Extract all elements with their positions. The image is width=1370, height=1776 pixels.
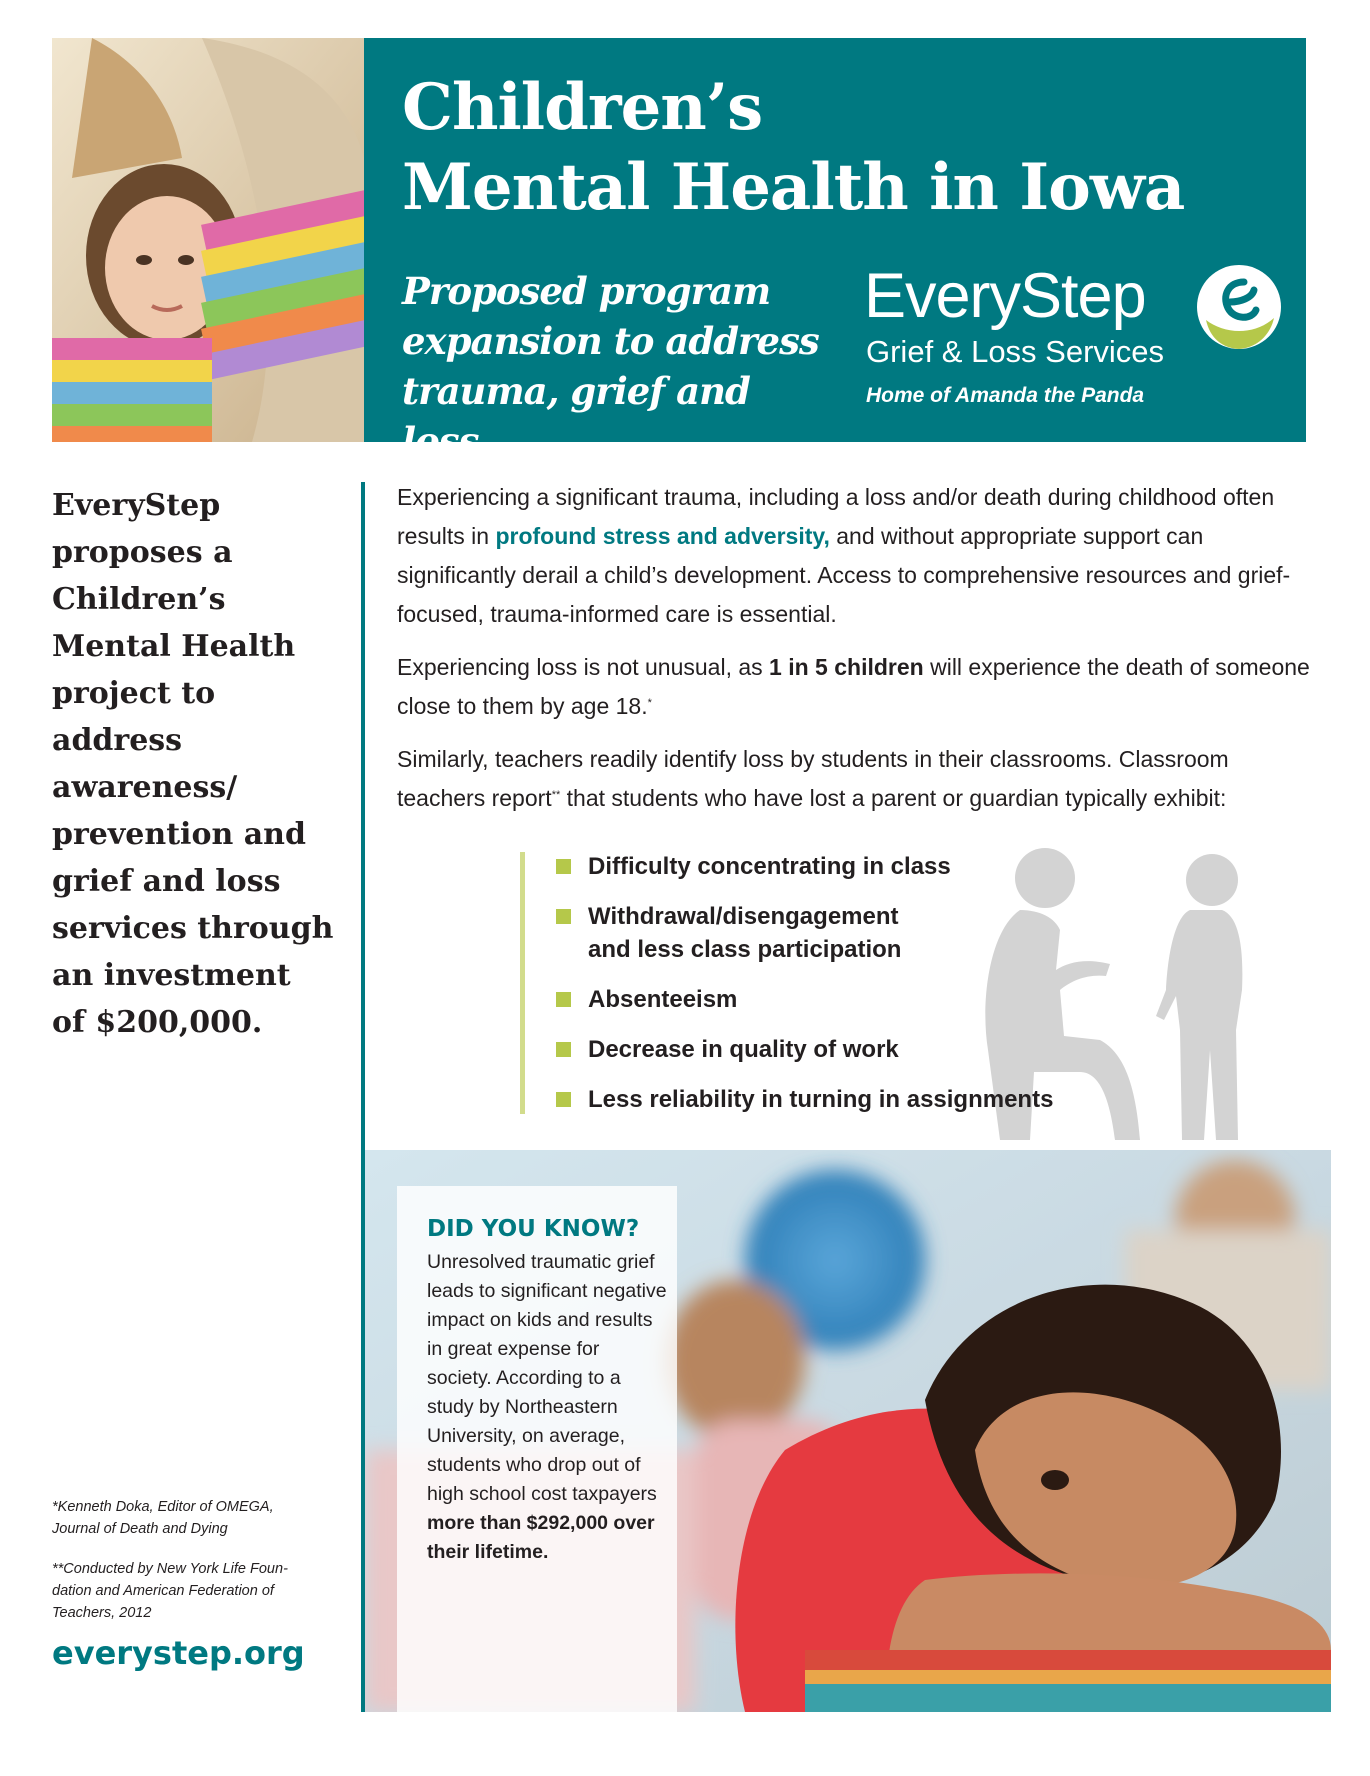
footnote-ref-2: ** [551,789,561,801]
sidebar-line: EveryStep [52,488,221,523]
header-banner [364,38,1306,463]
subtitle-line-1: Proposed program [402,269,771,313]
paragraph-trauma [397,478,1317,634]
logo-home-line: Home of Amanda the Panda [866,384,1145,407]
sidebar-investment-amount: of $200,000. [52,1005,263,1040]
list-item [556,900,1156,966]
paragraph-teachers [397,740,1317,818]
title-line-1: Children’s [402,70,763,145]
bullet-square-icon [556,992,571,1007]
highlight-stress: profound stress and adversity, [495,523,830,549]
sidebar-line: grief and loss [52,864,281,899]
sidebar-line: project to address [52,676,216,758]
logo-e-icon [1194,262,1284,352]
bullet-rule [520,852,525,1114]
footnote-2 [52,1558,322,1624]
list-item-text: and less class participation [588,936,902,963]
website-link[interactable]: everystep.org [52,1634,305,1672]
list-item [556,1083,1156,1116]
sidebar-line: Mental Health [52,629,296,664]
footnote-2-line-3: Teachers, 2012 [52,1605,152,1621]
girl-hugging-photo [52,38,364,442]
logo-name: EveryStep [864,261,1146,331]
text-run: Experiencing loss is not unusual, as [397,654,770,680]
symptoms-list [556,850,1156,1133]
did-you-know-body: Unresolved traumatic grief leads to significant negative impact on kids and results in great expense for society. According to a study by Northeastern University, on average, students who drop out of high school cost taxpayers [427,1251,667,1505]
hero-photo [52,38,364,442]
list-item-text: Absenteeism [588,986,738,1013]
list-item-text: Less reliability in turning in assignments [588,1086,1054,1113]
bullet-square-icon [556,1042,571,1057]
list-item-text: Difficulty concentrating in class [588,853,951,880]
list-item-text: Withdrawal/disengagement [588,903,899,930]
title-line-2: Mental Health in Iowa [402,150,1185,225]
footnote-2-line-2: dation and American Federation of [52,1583,274,1599]
main-body-text [397,478,1317,832]
sidebar-line: awareness/ [52,770,238,805]
page-title [402,68,1184,228]
sidebar-investment-line: an investment [52,958,291,993]
did-you-know-cost: more than $292,000 over their lifetime. [427,1512,655,1563]
subtitle-line-3: trauma, grief and loss. [402,369,750,463]
did-you-know-heading: DID YOU KNOW? [427,1216,640,1242]
highlight-statistic: 1 in 5 children [769,654,924,680]
text-run: will experience the death of someone close to them by age 18. [397,654,1310,719]
paragraph-statistic [397,648,1317,726]
list-item-text: Decrease in quality of work [588,1036,899,1063]
did-you-know-text [427,1248,667,1567]
did-you-know-callout [397,1186,677,1712]
bullet-square-icon [556,1092,571,1107]
footnote-ref-1: * [647,697,652,709]
list-item [556,1033,1156,1066]
footnote-2-line-1: **Conducted by New York Life Foun- [52,1561,288,1577]
text-run: Experiencing a significant trauma, including a loss and/or death during childhood often results in [397,484,1275,549]
footnote-1-line-2: Journal of Death and Dying [52,1521,228,1537]
text-run: that students who have lost a parent or guardian typically exhibit: [560,785,1227,811]
subtitle-line-2: expansion to address [402,319,819,363]
bullet-square-icon [556,859,571,874]
text-run: Similarly, teachers readily identify loss by students in their classrooms. Classroom teachers report [397,746,1229,811]
bullet-square-icon [556,909,571,924]
footnotes [52,1496,322,1642]
classroom-photo [365,1150,1331,1712]
logo-tagline: Grief & Loss Services [866,334,1165,369]
list-item [556,850,1156,883]
everystep-logo [864,260,1284,420]
sidebar-line: prevention and [52,817,306,852]
footnote-1-line-1: *Kenneth Doka, Editor of OMEGA, [52,1499,274,1515]
sidebar-line: Children’s [52,582,226,617]
sidebar-line: services through [52,911,334,946]
footnote-1 [52,1496,322,1540]
page-subtitle [402,266,832,466]
text-run: and without appropriate support can significantly derail a child’s development. Access to comprehensive resources and grief-focused, trauma-informed care is essential. [397,523,1291,627]
sidebar-line: proposes a [52,535,233,570]
sidebar-proposal-statement [52,482,352,1046]
list-item [556,983,1156,1016]
